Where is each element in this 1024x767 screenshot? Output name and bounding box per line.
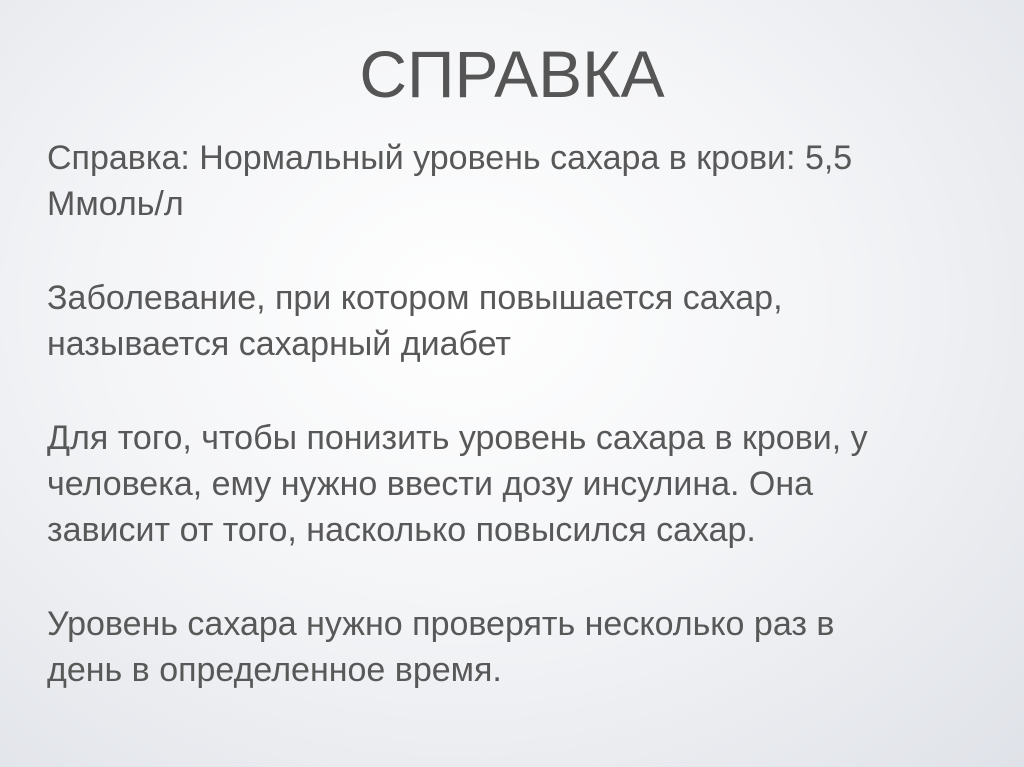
text-line: зависит от того, насколько повысился сахар. (47, 511, 756, 549)
text-line: Ммоль/л (47, 185, 184, 223)
text-line: человека, ему нужно ввести дозу инсулина. Она (47, 465, 814, 503)
text-line: Справка: Нормальный уровень сахара в крови: 5,5 (47, 139, 853, 177)
text-line: Заболевание, при котором повышается сахар, (47, 279, 783, 317)
text-line: день в определенное время. (47, 651, 502, 689)
paragraph-normal-level (47, 135, 1007, 227)
text-line: Для того, чтобы понизить уровень сахара в крови, у (47, 419, 868, 457)
slide-body (47, 135, 1007, 741)
text-line: называется сахарный диабет (47, 325, 511, 363)
paragraph-insulin (47, 415, 1007, 553)
text-line: Уровень сахара нужно проверять несколько раз в (47, 605, 835, 643)
paragraph-check (47, 601, 1007, 693)
slide-title: СПРАВКА (359, 37, 665, 111)
paragraph-diabetes (47, 275, 1007, 367)
